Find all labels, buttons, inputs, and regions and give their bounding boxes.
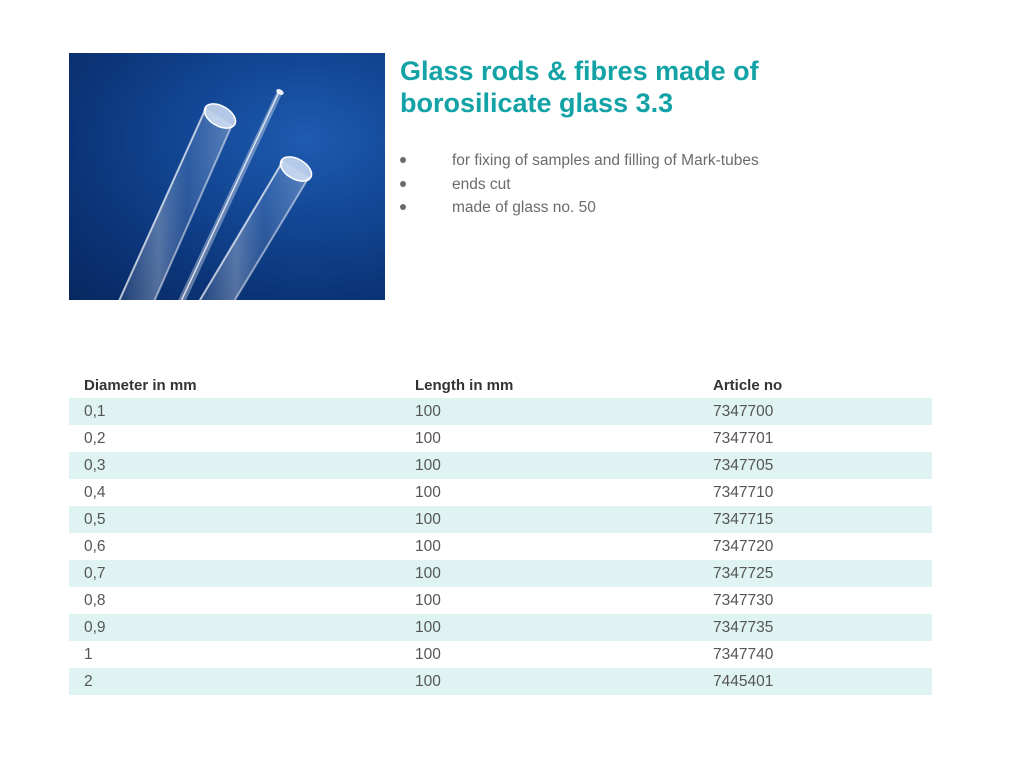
cell-article-no: 7347715 (698, 506, 932, 533)
cell-diameter: 0,7 (69, 560, 400, 587)
cell-length: 100 (400, 614, 698, 641)
cell-diameter: 0,6 (84, 537, 106, 555)
cell-length: 100 (400, 668, 698, 695)
table-row (69, 479, 932, 506)
cell-length: 100 (400, 506, 698, 533)
page-title-line: borosilicate glass 3.3 (400, 88, 674, 118)
cell-diameter: 0,8 (84, 591, 106, 609)
cell-article-no: 7347725 (698, 560, 932, 587)
feature-list (400, 149, 759, 220)
cell-diameter: 1 (84, 645, 93, 663)
cell-length: 100 (400, 398, 698, 425)
page-title-line: Glass rods & fibres made of (400, 56, 759, 86)
cell-diameter: 0,2 (84, 429, 106, 447)
cell-article-no: 7347701 (713, 429, 774, 447)
feature-text: for fixing of samples and filling of Mark-tubes (452, 152, 759, 169)
cell-length: 100 (415, 429, 441, 447)
cell-length: 100 (400, 560, 698, 587)
cell-diameter: 0,4 (84, 483, 106, 501)
specs-table (69, 372, 932, 695)
cell-diameter: 2 (69, 668, 400, 695)
feature-text: ends cut (452, 175, 511, 193)
cell-diameter: 0,1 (69, 398, 400, 425)
cell-article-no: 7347720 (713, 537, 774, 555)
header-length: Length in mm (415, 376, 514, 394)
product-image (69, 53, 385, 300)
table-row (69, 398, 932, 425)
table-row (69, 425, 932, 452)
feature-item (400, 196, 759, 220)
cell-length: 100 (415, 645, 441, 663)
cell-diameter: 0,5 (69, 506, 400, 533)
table-row (69, 614, 932, 641)
feature-item (400, 173, 759, 197)
cell-length: 100 (400, 452, 698, 479)
cell-diameter: 0,3 (69, 452, 400, 479)
table-row (69, 533, 932, 560)
cell-article-no: 7347730 (713, 591, 774, 609)
table-row (69, 668, 932, 695)
cell-article-no: 7445401 (698, 668, 932, 695)
cell-article-no: 7347705 (698, 452, 932, 479)
cell-length: 100 (415, 483, 441, 501)
glass-rods-icon (69, 53, 385, 300)
header-article-no: Article no (713, 376, 783, 394)
feature-item (400, 149, 759, 173)
table-row (69, 587, 932, 614)
bullet-icon (400, 181, 406, 187)
cell-article-no: 7347735 (698, 614, 932, 641)
table-header-row (69, 372, 932, 398)
table-row (69, 452, 932, 479)
bullet-icon (400, 157, 406, 163)
feature-text: made of glass no. 50 (452, 199, 596, 216)
table-row (69, 641, 932, 668)
cell-length: 100 (415, 591, 441, 609)
cell-article-no: 7347740 (713, 645, 774, 663)
page-title (400, 55, 920, 119)
header-diameter: Diameter in mm (84, 376, 197, 394)
cell-article-no: 7347710 (713, 483, 774, 501)
cell-article-no: 7347700 (698, 398, 932, 425)
table-row (69, 506, 932, 533)
bullet-icon (400, 204, 406, 210)
cell-diameter: 0,9 (69, 614, 400, 641)
table-row (69, 560, 932, 587)
cell-length: 100 (415, 537, 441, 555)
